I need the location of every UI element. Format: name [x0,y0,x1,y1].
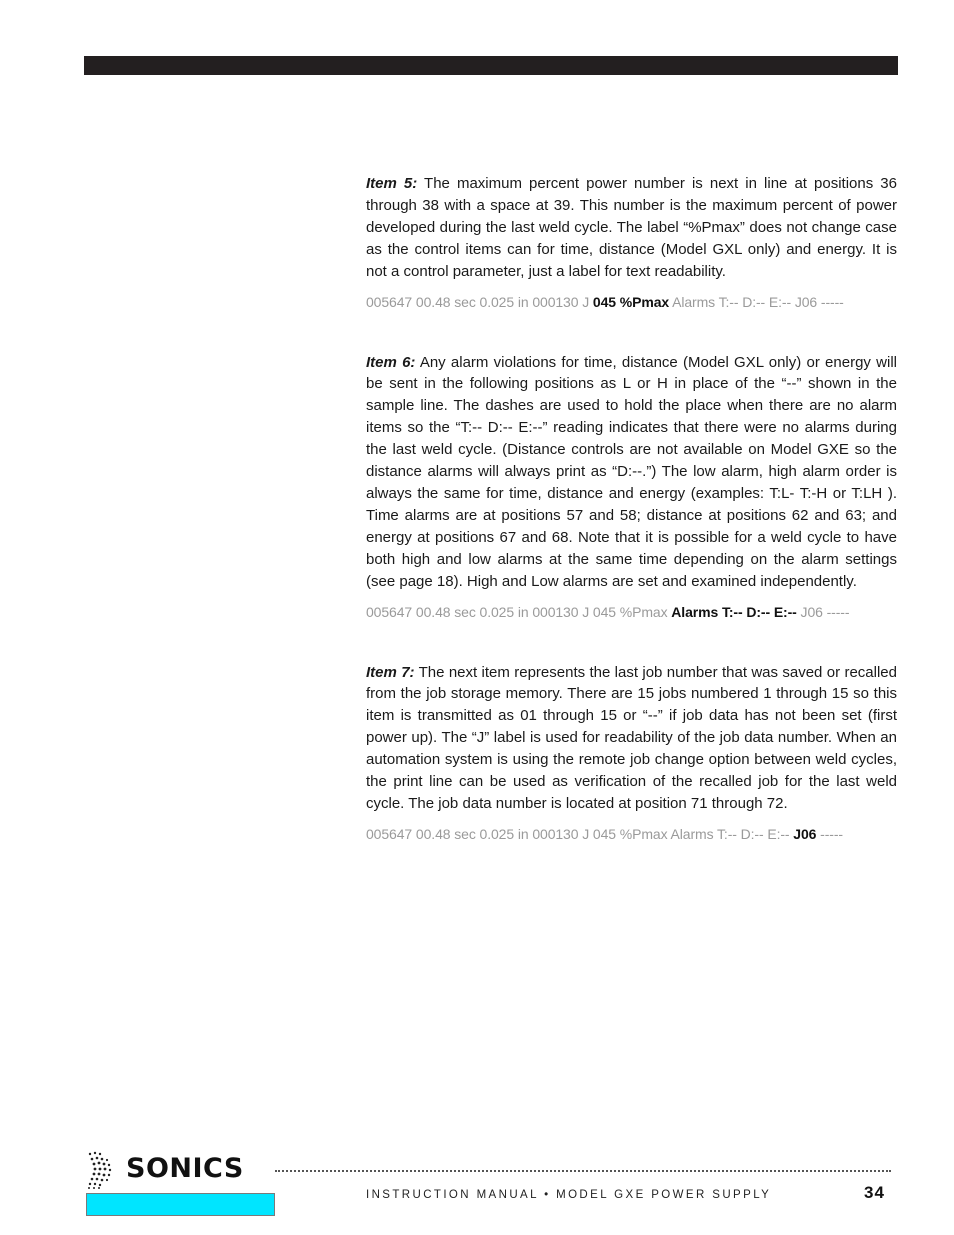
sample-after: Alarms T:-- D:-- E:-- J06 ----- [669,293,844,310]
item-7-paragraph [366,662,897,815]
brand-name: SONICS [126,1153,244,1184]
item-7-sample-line [366,825,897,843]
item-7-text: The next item represents the last job number that was saved or recalled from the job storage memory. There are 15 jobs numbered 1 through 15 so this item is transmitted as 01 through 15 or “--” if job data has not been set (first power up). The “J” label is used for readability of the job data number. When an automation system is using the remote job change option between weld cycles, the print line can be used as verification of the recalled job for the last weld cycle. The job data number is located at position 71 through 72. [366,663,897,812]
item-6-text: Any alarm violations for time, distance (Model GXL only) or energy will be sent in the following positions as L or H in place of the “--” shown in the sample line. The dashes are used to hold the place when there are no alarm items so the “T:-- D:-- E:--” reading indicates that there were no alarms during the last weld cycle. (Distance controls are not available on Model GXE so the distance alarms will always print as “D:--.”) The low alarm, high alarm order is always the same for time, distance and energy (examples: T:L- T:-H or T:LH ). Time alarms are at positions 57 and 58; distance at positions 62 and 63; and energy at positions 67 and 68. Note that it is possible for a weld cycle to have both high and low alarms at the same time depending on the alarm settings (see page 18). High and Low alarms are set and examined independently. [366,353,897,590]
main-content [366,173,897,884]
item-7-section [366,662,897,843]
sonics-logo [86,1150,276,1190]
wave-logo-icon [86,1150,116,1190]
sample-after: ----- [816,825,843,842]
item-7-label: Item 7: [366,663,415,681]
page-number: 34 [864,1183,885,1202]
item-6-label: Item 6: [366,353,416,371]
sample-highlight: 045 %Pmax [592,293,670,310]
item-5-text: The maximum percent power number is next in line at positions 36 through 38 with a space at 39. This number is the maximum percent of power developed during the last weld cycle. The label “%Pmax” does not change case as the control items can for time, distance (Model GXL only) and energy. It is not a control parameter, just a label for text readability. [366,175,897,280]
sample-before: 005647 00.48 sec 0.025 in 000130 J 045 %Pmax Alarms T:-- D:-- E:-- [366,825,794,842]
sample-highlight: J06 [793,825,817,842]
item-5-label: Item 5: [366,175,418,192]
header-bar [84,56,898,75]
item-5-section [366,173,897,311]
item-6-section [366,352,897,621]
sample-highlight: Alarms T:-- D:-- E:-- [671,603,797,620]
item-6-paragraph [366,352,897,593]
item-6-sample-line [366,603,897,621]
footer-accent-bar [86,1193,275,1216]
item-5-paragraph [366,173,897,283]
footer-dotted-rule [275,1170,891,1172]
sample-before: 005647 00.48 sec 0.025 in 000130 J [366,293,593,310]
sample-before: 005647 00.48 sec 0.025 in 000130 J 045 %Pmax [366,603,672,620]
sample-after: J06 ----- [796,603,850,620]
item-5-sample-line [366,293,897,311]
manual-title: INSTRUCTION MANUAL • MODEL GXE POWER SUPPLY [366,1189,772,1201]
